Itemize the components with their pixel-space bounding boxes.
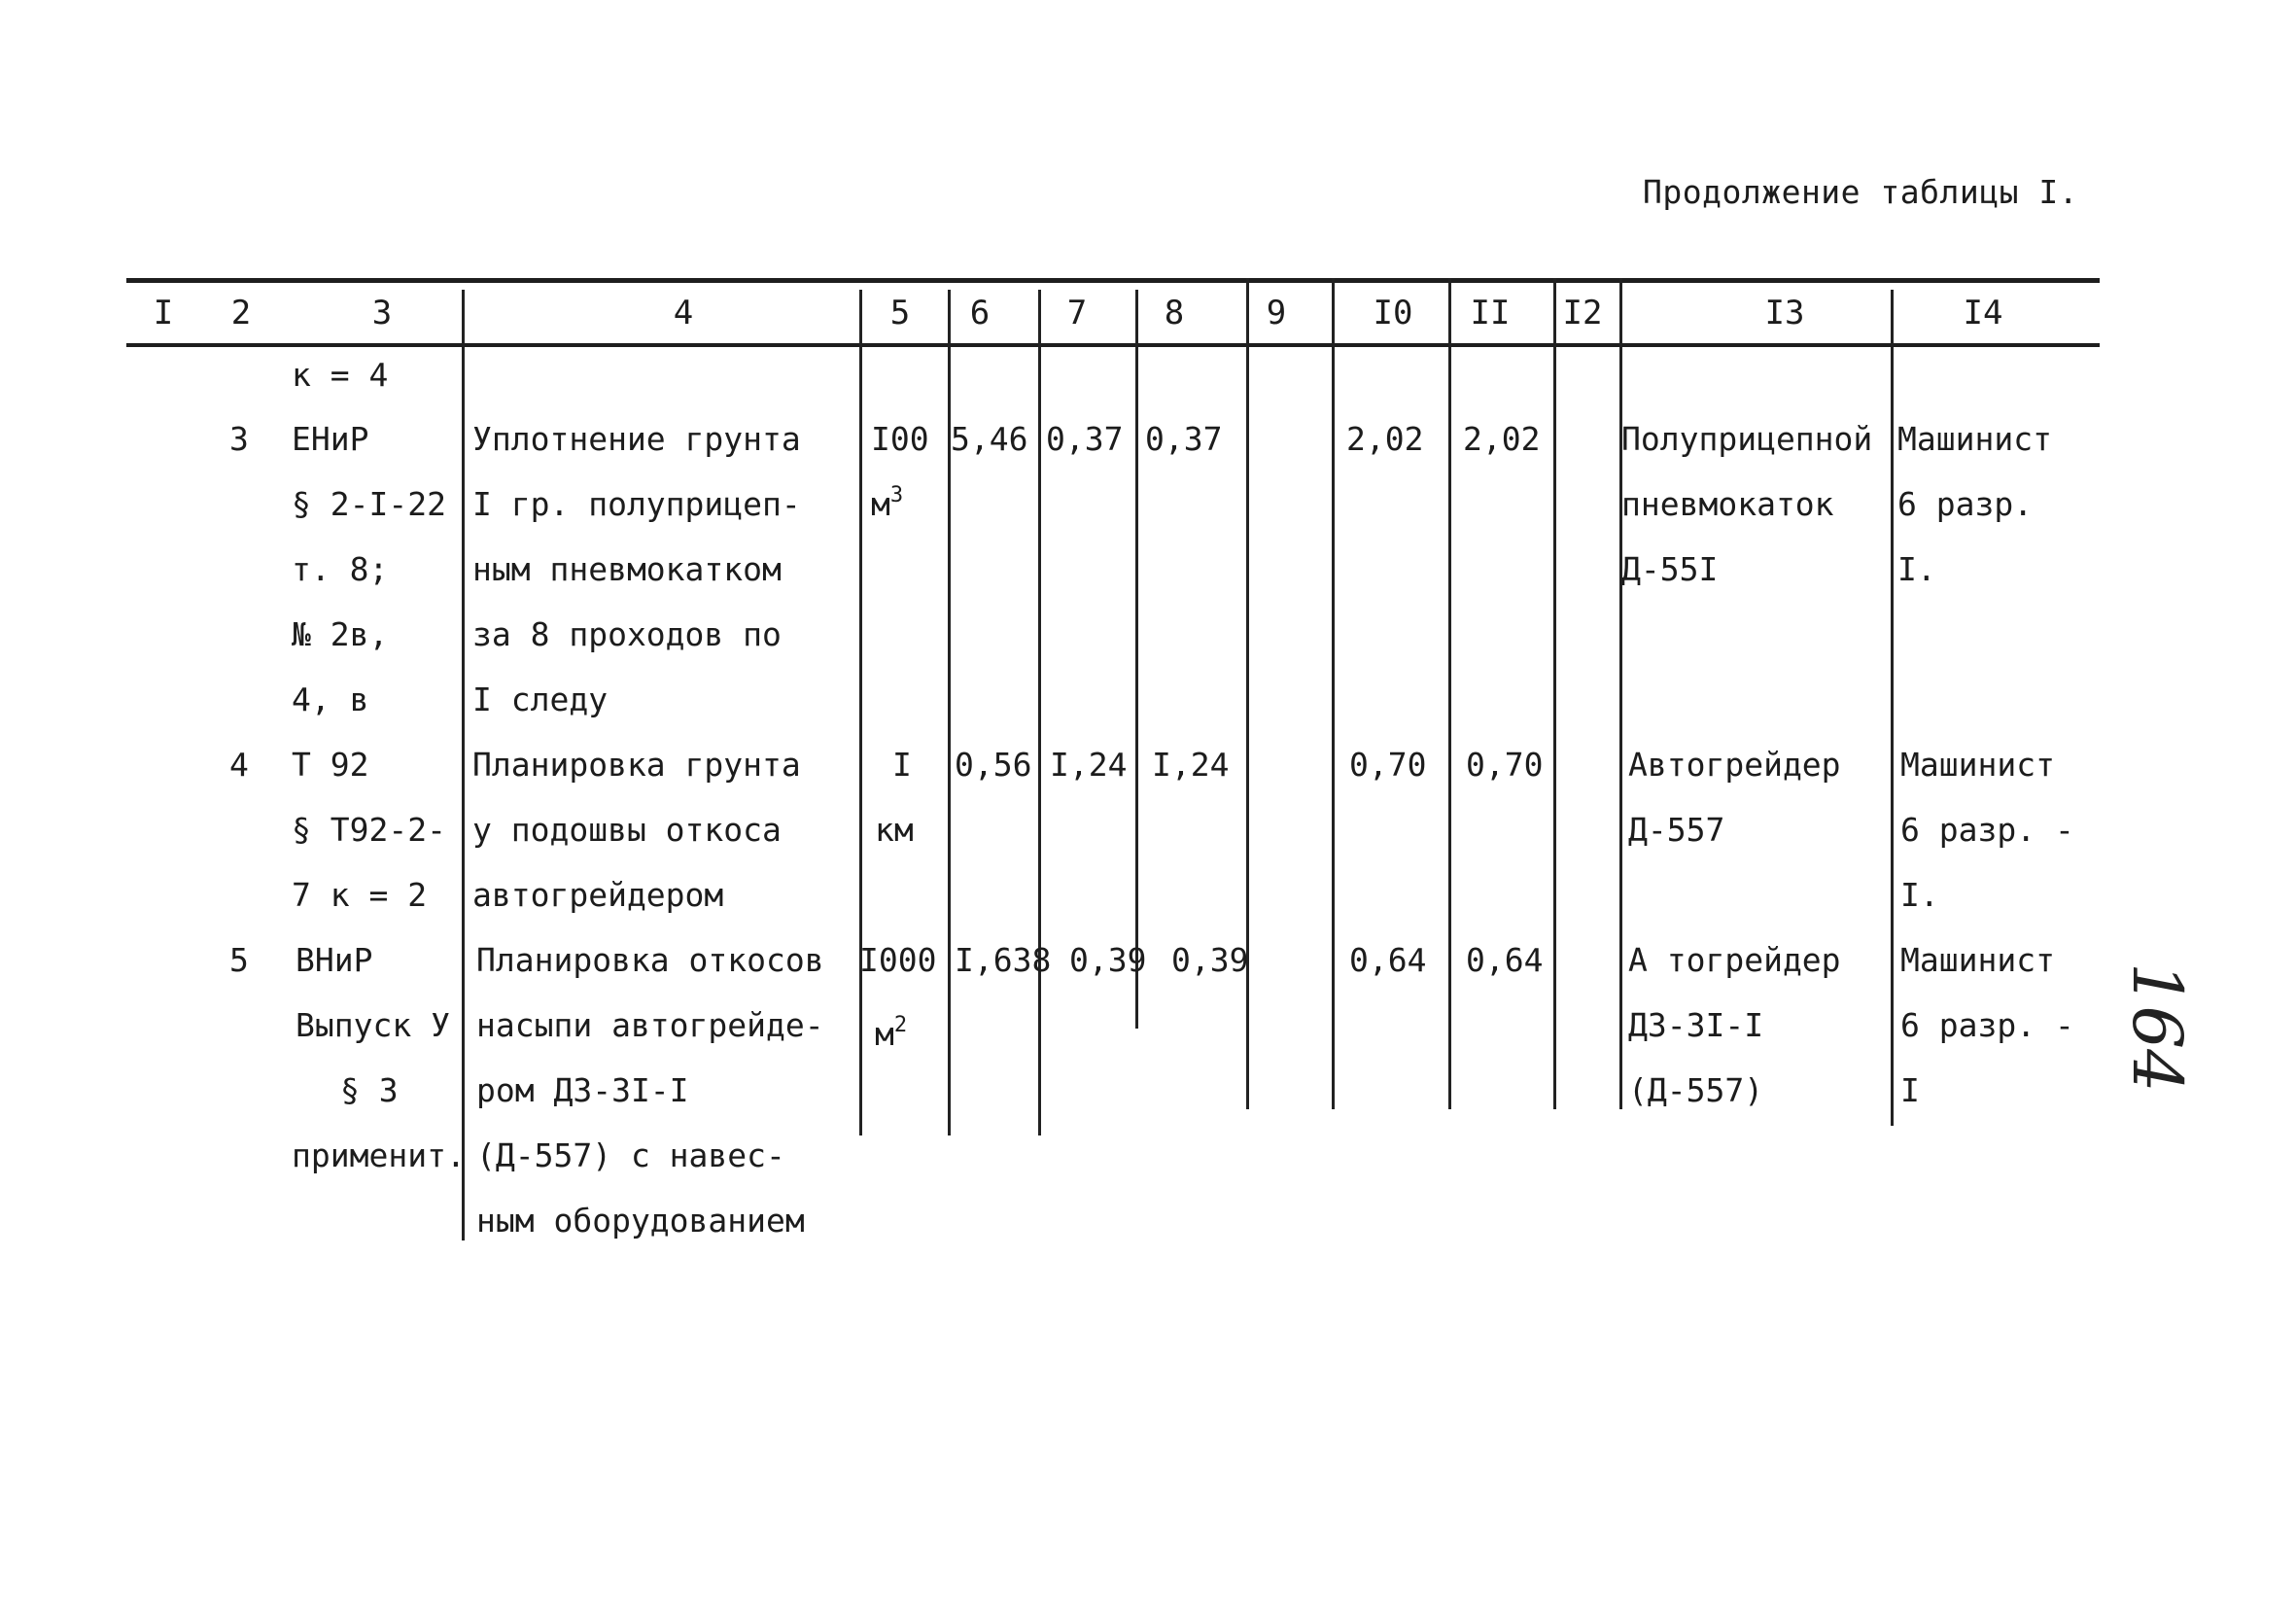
column-divider	[1332, 278, 1335, 1109]
carryover-coefficient: к = 4	[292, 356, 389, 394]
unit-name: $м^2$	[875, 1013, 908, 1053]
cell-col-6: 0,56	[955, 746, 1032, 784]
cell-col-6: 5,46	[951, 420, 1028, 458]
column-header-7: 7	[1066, 294, 1088, 332]
norm-code-line: § Т92-2-	[292, 811, 446, 849]
column-header-3: 3	[371, 294, 393, 332]
cell-col-7: 0,39	[1069, 941, 1147, 979]
machine-line: Полуприцепной	[1621, 420, 1873, 458]
norm-code-line: Выпуск У	[296, 1006, 450, 1044]
operator-line: 6 разр. -	[1900, 1006, 2074, 1044]
cell-col-7: I,24	[1050, 746, 1128, 784]
work-description-line: Уплотнение грунта	[472, 420, 801, 458]
norm-code-line: 4, в	[292, 681, 369, 718]
norm-code-line: Т 92	[292, 746, 369, 784]
row-number: 4	[229, 746, 249, 784]
row-number: 5	[229, 941, 249, 979]
column-divider	[462, 290, 465, 1240]
cell-col-8: 0,37	[1145, 420, 1223, 458]
machine-line: Д-557	[1628, 811, 1725, 849]
unit-value: I000	[859, 941, 937, 979]
work-description-line: насыпи автогрейде-	[476, 1006, 824, 1044]
cell-col-8: 0,39	[1171, 941, 1249, 979]
work-description-line: I гр. полуприцеп-	[472, 485, 801, 523]
column-header-1: I	[153, 294, 174, 332]
column-header-10: I0	[1373, 294, 1413, 332]
work-description-line: у подошвы откоса	[472, 811, 782, 849]
unit-power: 3	[889, 483, 904, 507]
machine-line: Д-55I	[1621, 550, 1719, 588]
column-header-2: 2	[230, 294, 252, 332]
norm-code-line: ВНиР	[296, 941, 373, 979]
column-header-8: 8	[1164, 294, 1185, 332]
work-description-line: I следу	[472, 681, 609, 718]
cell-col-11: 0,64	[1466, 941, 1544, 979]
work-description-line: (Д-557) с навес-	[476, 1136, 785, 1174]
norm-code-line: применит.	[292, 1136, 466, 1174]
cell-col-11: 2,02	[1463, 420, 1541, 458]
operator-line: 6 разр.	[1897, 485, 2034, 523]
column-header-4: 4	[673, 294, 694, 332]
unit-value: I	[892, 746, 912, 784]
unit-name: км	[875, 811, 914, 849]
norm-code-line: § 2-I-22	[292, 485, 446, 523]
norm-code-line: т. 8;	[292, 550, 389, 588]
operator-line: 6 разр. -	[1900, 811, 2074, 849]
operator-line: Машинист	[1900, 746, 2055, 784]
work-description-line: ным оборудованием	[476, 1202, 805, 1240]
column-divider	[1448, 278, 1451, 1109]
operator-line: Машинист	[1900, 941, 2055, 979]
operator-line: I.	[1897, 550, 1936, 588]
work-description-line: ным пневмокатком	[472, 550, 782, 588]
operator-line: I.	[1900, 876, 1939, 914]
work-description-line: автогрейдером	[472, 876, 724, 914]
cell-col-10: 0,70	[1349, 746, 1427, 784]
cell-col-6: I,638	[955, 941, 1052, 979]
machine-line: ДЗ-3I-I	[1628, 1006, 1764, 1044]
cell-col-10: 2,02	[1346, 420, 1424, 458]
column-header-13: I3	[1764, 294, 1805, 332]
column-divider	[1891, 290, 1894, 1126]
handwritten-page-number: 164	[2117, 962, 2197, 1093]
column-header-6: 6	[969, 294, 991, 332]
cell-col-10: 0,64	[1349, 941, 1427, 979]
work-description-line: ром ДЗ-3I-I	[476, 1071, 689, 1109]
cell-col-11: 0,70	[1466, 746, 1544, 784]
unit-power: 2	[893, 1013, 908, 1037]
table-top-rule	[126, 278, 2100, 283]
machine-line: (Д-557)	[1628, 1071, 1764, 1109]
column-divider	[1619, 278, 1622, 1109]
table-caption: Продолжение таблицы I.	[1643, 173, 2079, 211]
work-description-line: Планировка откосов	[476, 941, 824, 979]
operator-line: I	[1900, 1071, 1920, 1109]
norm-code-line: ЕНиР	[292, 420, 369, 458]
cell-col-7: 0,37	[1046, 420, 1124, 458]
unit-value: I00	[871, 420, 929, 458]
machine-line: пневмокаток	[1621, 485, 1834, 523]
norm-code-line: № 2в,	[292, 615, 389, 653]
work-description-line: Планировка грунта	[472, 746, 801, 784]
column-divider	[1553, 278, 1556, 1109]
column-divider	[1135, 290, 1138, 1029]
machine-line: Автогрейдер	[1628, 746, 1841, 784]
operator-line: Машинист	[1897, 420, 2052, 458]
table-header-rule	[126, 343, 2100, 347]
unit-name: $м^3$	[871, 483, 904, 523]
norm-code-line: § 3	[340, 1071, 399, 1109]
column-divider	[859, 290, 862, 1135]
row-number: 3	[229, 420, 249, 458]
column-header-9: 9	[1266, 294, 1287, 332]
column-header-5: 5	[889, 294, 911, 332]
machine-line: А тогрейдер	[1628, 941, 1841, 979]
cell-col-8: I,24	[1152, 746, 1230, 784]
norm-code-line: 7 к = 2	[292, 876, 428, 914]
column-header-11: II	[1470, 294, 1511, 332]
column-header-14: I4	[1963, 294, 2003, 332]
column-divider	[1038, 290, 1041, 1135]
work-description-line: за 8 проходов по	[472, 615, 782, 653]
column-header-12: I2	[1562, 294, 1603, 332]
